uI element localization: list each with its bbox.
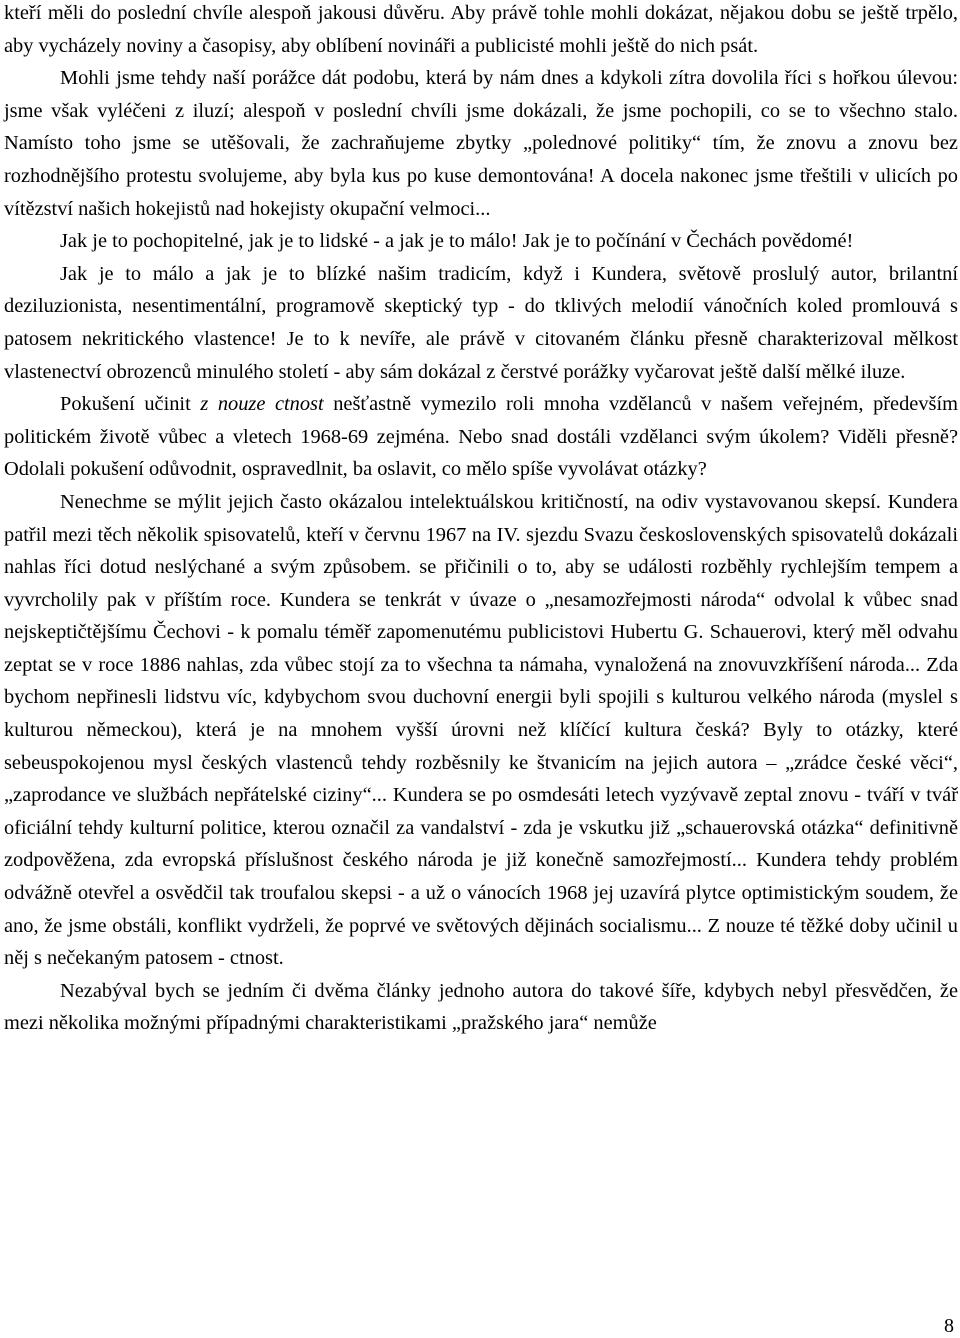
text-run: kteří měli do poslední chvíle alespoň jakousi důvěru. Aby právě tohle mohli dokázat, nějakou dobu se ještě trpělo, aby vycházely noviny a časopisy, aby oblíbení novináři a publicisté mohli ještě do nich psát.: [4, 2, 958, 57]
text-run: Nenechme se mýlit jejich často okázalou intelektuálskou kritičností, na odiv vystavovanou skepsí. Kundera patřil mezi těch několik spisovatelů, kteří v červnu 1967 na IV. sjezdu Svazu československých spisovatelů dokázali nahlas říci dotud neslýchané a svým způsobem. se přičinili o to, aby se události rozběhly rychlejším tempem a vyvrcholily pak v příštím roce. Kundera se tenkrát v úvaze o „nesamozřejmosti národa“ odvolal k vůbec snad nejskeptičtějšímu Čechovi - k pomalu téměř zapomenutému publicistovi Hubertu G. Schauerovi, který měl odvahu zeptat se v roce 1886 nahlas, zda vůbec stojí za to všechna ta námaha, vynaložená na znovuvzkříšení národa... Zda bychom nepřinesli lidstvu víc, kdybychom svou duchovní energii byli spojili s kulturou velkého národa (myslel s kulturou německou), která je na mnohem vyšší úrovni než klíčící kultura česká? Byly to otázky, které sebeuspokojenou mysl českých vlastenců tehdy rozběsnily ke štvanicím na jejich autora – „zrádce české věci“, „zaprodance ve službách nepřátelské ciziny“... Kundera se po osmdesáti letech vyzývavě zeptal znovu - tváří v tvář oficiální tehdy kulturní politice, kterou označil za vandalství - zda je vskutku již „schauerovská otázka“ definitivně zodpověžena, zda evropská příslušnost českého národa je již konečně samozřejmostí... Kundera tehdy problém odvážně otevřel a osvědčil tak troufalou skepsi - a už o vánocích 1968 jej uzavírá plytce optimistickým soudem, že ano, že jsme obstáli, konflikt vydrželi, že poprvé ve světových dějinách socialismu... Z nouze té těžké doby učinil u něj s nečekaným patosem - ctnost.: [4, 490, 958, 970]
text-run: Pokušení učinit: [60, 393, 201, 416]
paragraph: [4, 62, 958, 225]
paragraph: [4, 225, 958, 258]
document-page: [4, 0, 958, 1040]
italic-phrase: z nouze ctnost: [200, 393, 324, 416]
text-run: Jak je to málo a jak je to blízké našim tradicím, když i Kundera, světově proslulý autor, brilantní deziluzionista, nesentimentální, programově skeptický typ - do tklivých melodií vánočních koled promlouvá s patosem nekritického vlastence! Je to k nevíře, ale právě v citovaném článku přesně charakterizoval mělkost vlastenectví obrozenců minulého století - aby sám dokázal z čerstvé porážky vyčarovat ještě další mělké iluze.: [4, 262, 958, 383]
paragraph: [4, 258, 958, 388]
paragraph: [4, 486, 958, 975]
text-run: Jak je to pochopitelné, jak je to lidské - a jak je to málo! Jak je to počínání v Čechách povědomé!: [60, 230, 854, 253]
page-number: 8: [944, 1315, 954, 1337]
paragraph: [4, 0, 958, 62]
text-run: nešťastně vymezilo roli mnoha vzdělanců v našem veřejném, především politickém životě vůbec a vletech 1968-69 zejména. Nebo snad dostáli vzdělanci svým úkolem? Viděli přesně? Odolali pokušení odůvodnit, ospravedlnit, ba oslavit, co mělo spíše vyvolávat otázky?: [4, 393, 959, 481]
text-run: Mohli jsme tehdy naší porážce dát podobu, která by nám dnes a kdykoli zítra dovolila říci s hořkou úlevou: jsme však vyléčeni z iluzí; alespoň v poslední chvíli jsme dokázali, že jsme pochopili, co se to všechno stalo. Namísto toho jsme se utěšovali, že zachraňujeme zbytky „polednové politiky“ tím, že znovu a znovu bez rozhodnějšího protestu svolujeme, aby byla kus po kuse demontována! A docela nakonec jsme třeštili v ulicích po vítězství našich hokejistů nad hokejisty okupační velmoci...: [4, 67, 958, 220]
paragraph: [4, 975, 958, 1040]
text-run: Nezabýval bych se jedním či dvěma články jednoho autora do takové šíře, kdybych nebyl přesvědčen, že mezi několika možnými případnými charakteristikami „pražského jara“ nemůže: [4, 979, 958, 1035]
paragraph: [4, 388, 958, 486]
